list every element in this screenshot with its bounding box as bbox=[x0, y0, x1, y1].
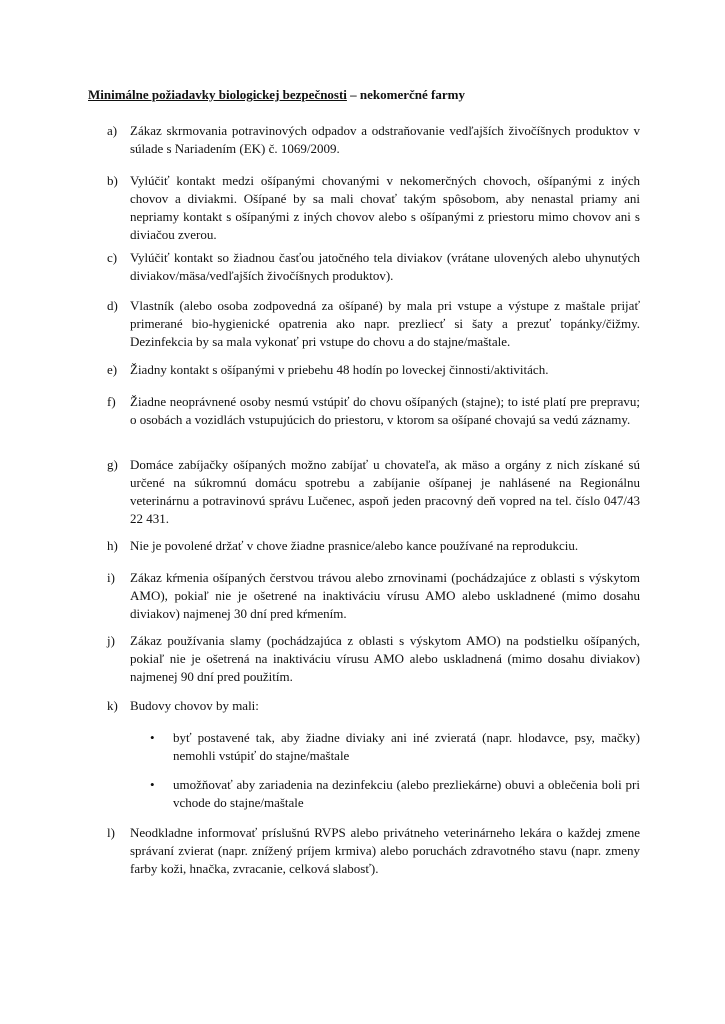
list-item-text: Budovy chovov by mali: bbox=[130, 698, 259, 713]
list-item-letter: e) bbox=[107, 362, 118, 377]
list-item-text: Vlastník (alebo osoba zodpovedná za ošípané) by mala pri vstupe a výstupe z maštale prijať primerané bio-hygienické opatrenia ako napr. prezliecť si šaty a prezuť topánky/čižmy. Dezinfekcia by sa mala vykonať pri vstupe do chovu a do stajne/maštale. bbox=[130, 298, 640, 349]
bullet-icon: • bbox=[150, 730, 155, 745]
list-item-letter: i) bbox=[107, 570, 115, 585]
heading-underlined: Minimálne požiadavky biologickej bezpečnosti bbox=[88, 87, 347, 102]
list-item-letter: b) bbox=[107, 173, 118, 188]
list-item-text: Neodkladne informovať príslušnú RVPS alebo privátneho veterinárneho lekára o každej zmene správaní zvierat (napr. znížený príjem krmiva) alebo poruchách zdravotného stavu (napr. zmeny farby koži, hnačka, zvracanie, celková slabosť). bbox=[130, 825, 640, 876]
bullet-text: umožňovať aby zariadenia na dezinfekciu (alebo prezliekárne) obuvi a oblečenia boli pri vchode do stajne/maštale bbox=[173, 777, 640, 810]
list-item-text: Vylúčiť kontakt medzi ošípanými chovanými v nekomerčných chovoch, ošípanými z iných chovov a diviakmi. Ošípané by sa mali chovať takým spôsobom, aby nenastal priamy ani nepriamy kontakt s ošípanými z iných chovov alebo s ošípanými z priestoru mimo chovov ani s diviačou zverou. bbox=[130, 173, 640, 242]
list-item-text: Zákaz používania slamy (pochádzajúca z oblasti s výskytom AMO) na podstielku ošípaných, pokiaľ nie je ošetrená na inaktiváciu vírusu AMO alebo uskladnená (mimo dosahu diviakov) najmenej 90 dní pred použitím. bbox=[130, 633, 640, 684]
list-item-text: Zákaz kŕmenia ošípaných čerstvou trávou alebo zrnovinami (pochádzajúce z oblasti s výskytom AMO), pokiaľ nie je ošetrené na inaktiváciu vírusu AMO alebo uskladnené (mimo dosahu diviakov) najmenej 30 dní pred kŕmením. bbox=[130, 570, 640, 621]
document-heading bbox=[88, 86, 465, 104]
list-item-text: Nie je povolené držať v chove žiadne prasnice/alebo kance používané na reprodukciu. bbox=[130, 538, 579, 553]
list-item-letter: j) bbox=[107, 633, 115, 648]
list-item-text: Domáce zabíjačky ošípaných možno zabíjať u chovateľa, ak mäso a orgány z nich získané sú určené na súkromnú domácu spotrebu a zabíjanie ošípanej je nahlásené na Regionálnu veterinárnu a potravinovú správu Lučenec, aspoň jeden pracovný deň vopred na tel. číslo 047/43 22 431. bbox=[130, 457, 640, 526]
heading-rest: – nekomerčné farmy bbox=[346, 87, 465, 102]
list-item-text: Žiadne neoprávnené osoby nesmú vstúpiť do chovu ošípaných (stajne); to isté platí pre prepravu; o osobách a vozidlách vstupujúcich do priestoru, v ktorom sa ošípané chovajú sa vedú záznamy. bbox=[130, 394, 640, 427]
list-item-letter: l) bbox=[107, 825, 115, 840]
list-item-letter: c) bbox=[107, 250, 118, 265]
list-item-text: Zákaz skrmovania potravinových odpadov a odstraňovanie vedľajších živočíšnych produktov v súlade s Nariadením (EK) č. 1069/2009. bbox=[130, 123, 640, 156]
list-item-text: Vylúčiť kontakt so žiadnou časťou jatočného tela diviakov (vrátane ulovených alebo uhynutých diviakov/mäsa/vedľajších živočíšnych produktov). bbox=[130, 250, 640, 283]
list-item-letter: h) bbox=[107, 538, 118, 553]
list-item-letter: f) bbox=[107, 394, 116, 409]
list-item-letter: k) bbox=[107, 698, 118, 713]
bullet-text: byť postavené tak, aby žiadne diviaky ani iné zvieratá (napr. hlodavce, psy, mačky) nemohli vstúpiť do stajne/maštale bbox=[173, 730, 640, 763]
list-item-letter: a) bbox=[107, 123, 118, 138]
list-item-letter: d) bbox=[107, 298, 118, 313]
list-item-text: Žiadny kontakt s ošípanými v priebehu 48 hodín po loveckej činnosti/aktivitách. bbox=[130, 362, 549, 377]
bullet-icon: • bbox=[150, 777, 155, 792]
list-item-letter: g) bbox=[107, 457, 118, 472]
